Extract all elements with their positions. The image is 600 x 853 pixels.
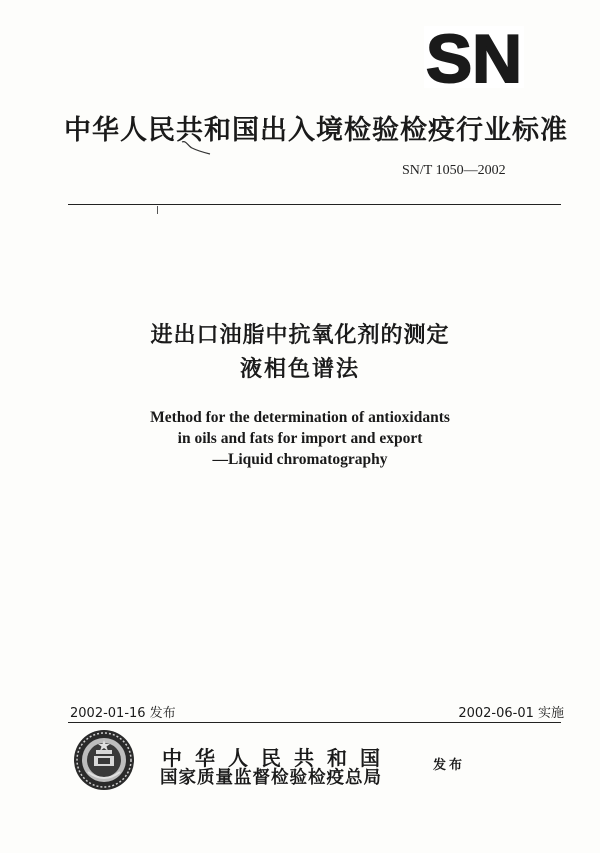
publish-label: 发布 bbox=[433, 758, 466, 773]
standard-category-title: 中华人民共和国出入境检验检疫行业标准 bbox=[64, 115, 568, 146]
divider-tick bbox=[157, 206, 158, 214]
standard-number: SN/T 1050—2002 bbox=[402, 163, 506, 178]
title-english-line3: —Liquid chromatography bbox=[212, 451, 388, 468]
sn-logo-text: SN bbox=[426, 26, 522, 88]
footer-divider bbox=[68, 722, 561, 723]
title-english-line2: in oils and fats for import and export bbox=[177, 430, 423, 447]
issuer-country: 中华人民共和国 bbox=[162, 746, 393, 770]
implementation-date: 2002-06-01 实施 bbox=[458, 706, 564, 721]
title-chinese-line1: 进出口油脂中抗氧化剂的测定 bbox=[150, 323, 450, 348]
issue-date: 2002-01-16 发布 bbox=[70, 706, 176, 721]
emblem-icon bbox=[72, 728, 136, 792]
issuer-agency: 国家质量监督检验检疫总局 bbox=[160, 768, 382, 788]
title-english-line1: Method for the determination of antioxidants bbox=[150, 409, 450, 426]
title-chinese-line2: 液相色谱法 bbox=[239, 357, 360, 382]
header-divider bbox=[68, 204, 561, 205]
pen-mark bbox=[180, 138, 220, 158]
title-english bbox=[0, 407, 600, 470]
sn-logo bbox=[424, 26, 524, 88]
